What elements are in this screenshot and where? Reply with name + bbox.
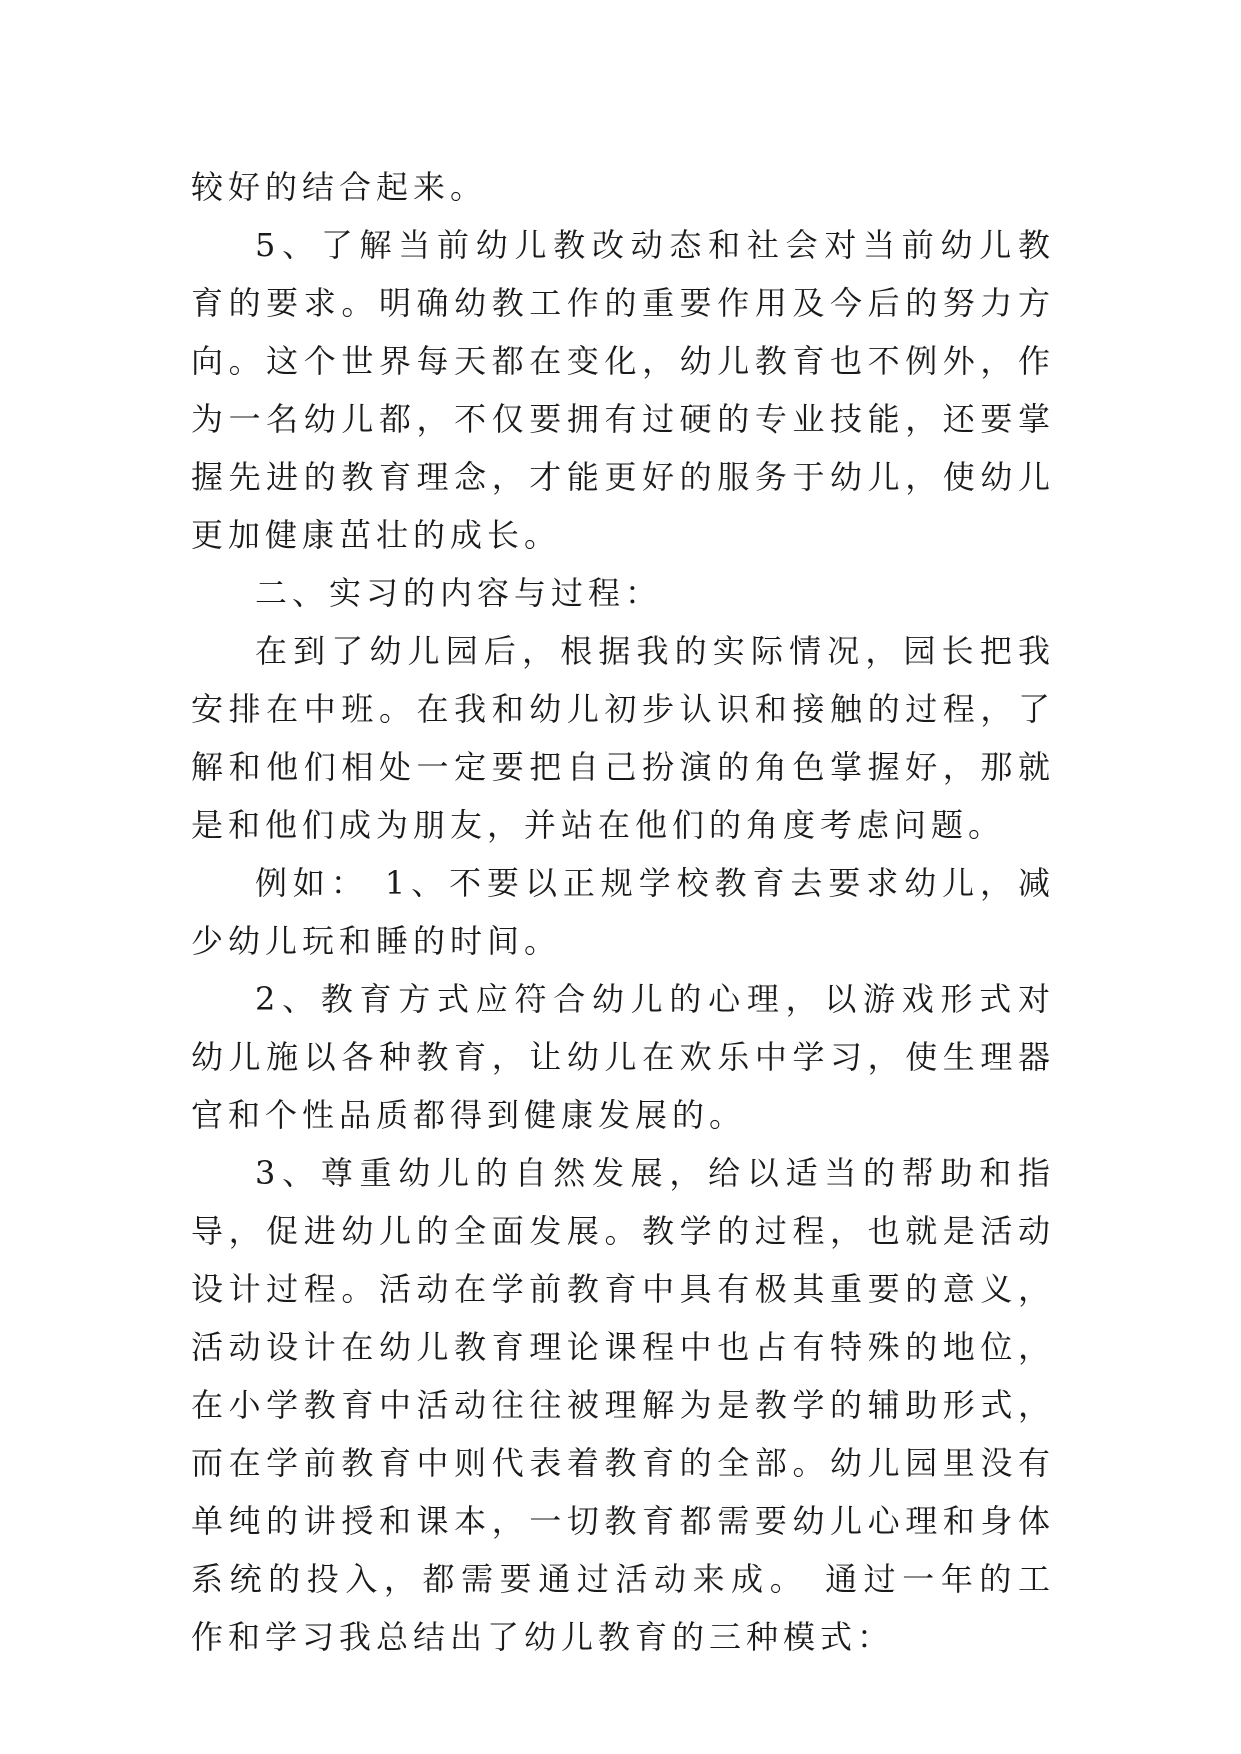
document-body	[191, 158, 1055, 1666]
paragraph-6: 3、尊重幼儿的自然发展，给以适当的帮助和指导，促进幼儿的全面发展。教学的过程，也就是活动设计过程。活动在学前教育中具有极其重要的意义，活动设计在幼儿教育理论课程中也占有特殊的地位，在小学教育中活动往往被理解为是教学的辅助形式，而在学前教育中则代表着教育的全部。幼儿园里没有单纯的讲授和课本，一切教育都需要幼儿心理和身体系统的投入，都需要通过活动来成。 通过一年的工作和学习我总结出了幼儿教育的三种模式：	[191, 1154, 1055, 1656]
paragraph-2: 5、了解当前幼儿教改动态和社会对当前幼儿教育的要求。明确幼教工作的重要作用及今后的努力方向。这个世界每天都在变化，幼儿教育也不例外，作为一名幼儿都，不仅要拥有过硬的专业技能，还要掌握先进的教育理念，才能更好的服务于幼儿，使幼儿更加健康茁壮的成长。	[191, 226, 1055, 554]
paragraph-4: 例如： 1、不要以正规学校教育去要求幼儿，减少幼儿玩和睡的时间。	[191, 864, 1055, 960]
section-heading: 二、实习的内容与过程：	[255, 574, 663, 612]
paragraph-5: 2、教育方式应符合幼儿的心理，以游戏形式对幼儿施以各种教育，让幼儿在欢乐中学习，使生理器官和个性品质都得到健康发展的。	[191, 980, 1055, 1134]
paragraph-1: 较好的结合起来。	[191, 168, 488, 206]
paragraph-3: 在到了幼儿园后，根据我的实际情况，园长把我安排在中班。在我和幼儿初步认识和接触的过程，了解和他们相处一定要把自己扮演的角色掌握好，那就是和他们成为朋友，并站在他们的角度考虑问题。	[191, 632, 1055, 844]
